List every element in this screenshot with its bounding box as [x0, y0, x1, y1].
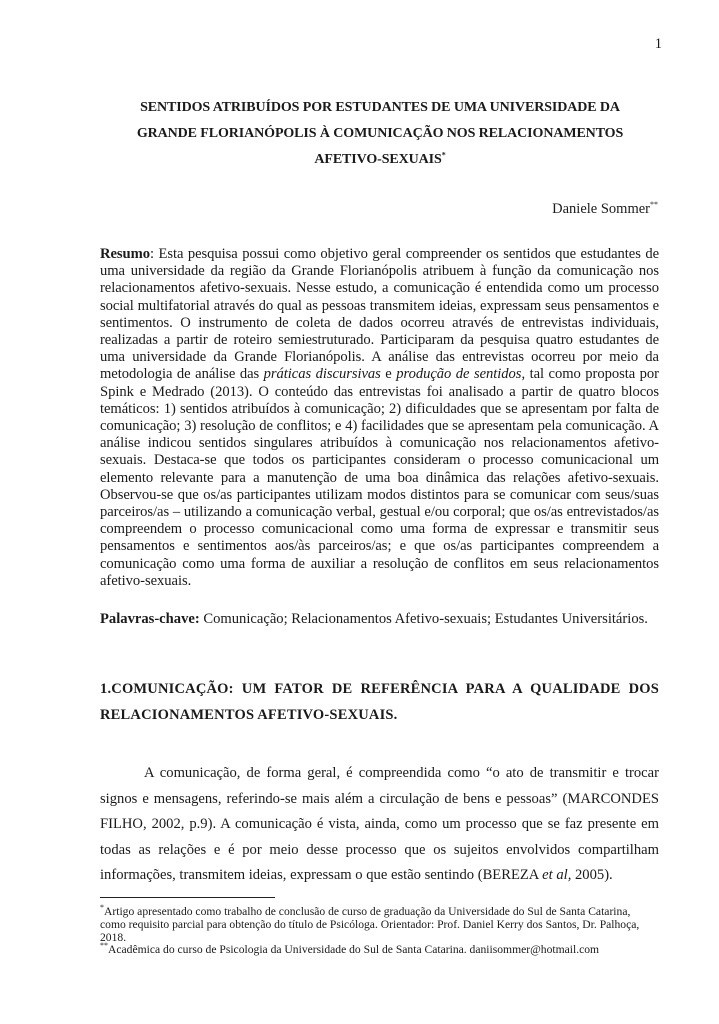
author-line — [100, 201, 658, 218]
title-line-3 — [100, 147, 660, 173]
keywords-label: Palavras-chave: — [100, 611, 200, 627]
body-italic: et al, — [542, 867, 572, 884]
keywords-text: Comunicação; Relacionamentos Afetivo-sexuais; Estudantes Universitários. — [199, 611, 648, 627]
title-footnote-marker: * — [441, 150, 446, 160]
footnote-divider — [100, 897, 275, 898]
body-paragraph — [100, 761, 659, 889]
keywords — [100, 610, 659, 628]
title-line-1: SENTIDOS ATRIBUÍDOS POR ESTUDANTES DE UMA UNIVERSIDADE DA — [140, 100, 620, 115]
abstract-italic-1: práticas discursivas — [263, 366, 381, 383]
paper-title — [100, 95, 660, 173]
page-number: 1 — [654, 36, 662, 52]
abstract-text-2: e — [380, 366, 397, 383]
author-footnote-marker: ** — [650, 200, 658, 210]
section-heading: 1.COMUNICAÇÃO: UM FATOR DE REFERÊNCIA PARA A QUALIDADE DOS RELACIONAMENTOS AFETIVO-SEXUAIS. — [100, 681, 659, 723]
footnote-2-text: Acadêmica do curso de Psicologia da Universidade do Sul de Santa Catarina. daniisommer@hotmail.com — [108, 943, 600, 957]
title-line-2: GRANDE FLORIANÓPOLIS À COMUNICAÇÃO NOS RELACIONAMENTOS — [136, 126, 624, 141]
abstract-text-3: , tal como proposta por Spink e Medrado (2013). O conteúdo das entrevistas foi analisado a partir de quatro blocos temáticos: 1) sentidos atribuídos à comunicação; 2) dificuldades que se apresentam por falta de comunicação; 3) resolução de conflitos; e 4) facilidades que se apresentam pela comunicação. A análise indicou sentidos singulares atribuídos à comunicação nos relacionamentos afetivo-sexuais. Destaca-se que todos os participantes consideram o processo comunicacional um elemento relevante para a manutenção de uma boa dinâmica das relações afetivo-sexuais. Observou-se que os/as participantes utilizam modos distintos para se comunicar com seus/suas parceiros/as – utilizando a comunicação verbal, gestual e/ou corporal; que os/as entrevistados/as compreendem o processo comunicacional como uma forma de expressar e transmitir seus pensamentos e sentimentos aos/às parceiros/as; e que os/as participantes compreendem a comunicação como uma forma de auxiliar a resolução de conflitos em seus relacionamentos afetivo-sexuais. — [100, 366, 659, 589]
abstract-label: Resumo — [100, 246, 150, 262]
footnote-1 — [100, 903, 659, 944]
abstract-text-1: : Esta pesquisa possui como objetivo geral compreender os sentidos que estudantes de uma universidade da região da Grande Florianópolis atribuem à função da comunicação nos relacionamentos afetivo-sexuais. Nesse estudo, a comunicação é entendida como um processo social multifatorial através do qual as pessoas transmitem ideias, expressam seus pensamentos e sentimentos. O instrumento de coleta de dados ocorreu através de entrevistas individuais, realizadas a partir de roteiro semiestruturado. Participaram da pesquisa quatro estudantes de uma universidade da Grande Florianópolis. A análise das entrevistas ocorreu por meio da metodologia de análise das — [100, 246, 659, 383]
title-line-3-text: AFETIVO-SEXUAIS — [314, 152, 442, 167]
footnote-1-marker: * — [100, 903, 104, 913]
abstract — [100, 246, 659, 590]
author-name: Daniele Sommer — [552, 201, 650, 217]
body-text-1: A comunicação, de forma geral, é compreendida como “o ato de transmitir e trocar signos e mensagens, referindo-se mais além a circulação de bens e pessoas” (MARCONDES FILHO, 2002, p.9). A comunicação é vista, ainda, como um processo que se faz presente em todas as relações e é por meio desse processo que os sujeitos envolvidos compartilham informações, transmitem ideias, expressam o que estão sentindo (BEREZA — [100, 765, 659, 884]
footnote-2 — [100, 941, 659, 957]
abstract-italic-2: produção de sentidos — [396, 366, 522, 383]
body-text-2: 2005). — [571, 867, 613, 884]
footnote-2-marker: ** — [100, 941, 108, 951]
footnotes — [100, 903, 659, 957]
footnote-1-text: Artigo apresentado como trabalho de conclusão de curso de graduação da Universidade do Sul de Santa Catarina, como requisito parcial para obtenção do título de Psicóloga. Orientador: Prof. Daniel Kerry dos Santos, Dr. Palhoça, 2018. — [100, 905, 640, 944]
